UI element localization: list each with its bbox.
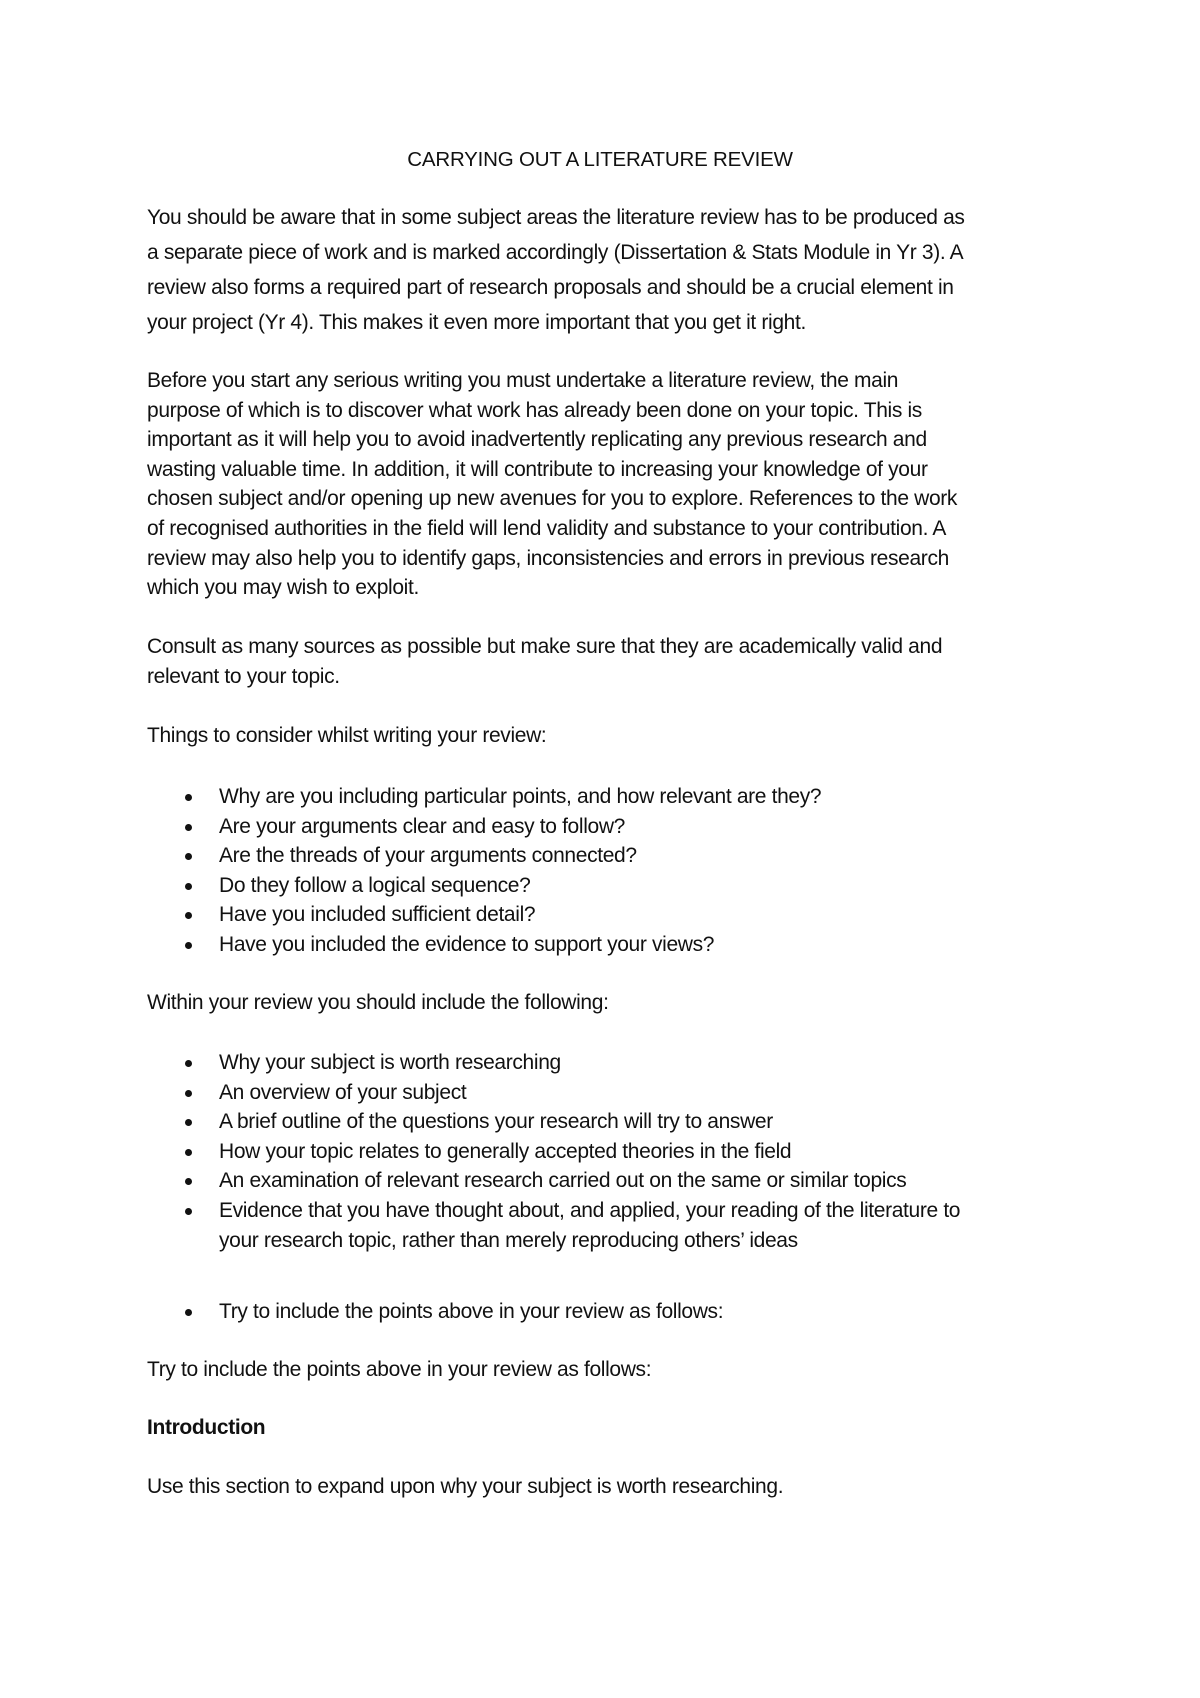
bullet-icon (185, 912, 192, 919)
list-item (147, 782, 1062, 812)
bullet-icon (185, 1208, 192, 1215)
text-line: Consult as many sources as possible but make sure that they are academically valid and (147, 635, 943, 658)
bullet-icon (185, 853, 192, 860)
text-line: You should be aware that in some subject areas the literature review has to be produced as (147, 206, 965, 229)
text-line: wasting valuable time. In addition, it will contribute to increasing your knowledge of your (147, 457, 928, 481)
paragraph-intro (147, 200, 1062, 340)
list-item (147, 812, 1062, 842)
paragraph-things-to-consider: Things to consider whilst writing your review: (147, 724, 547, 747)
list-item-text: An examination of relevant research carried out on the same or similar topics (219, 1169, 907, 1193)
paragraph-include-following: Within your review you should include the following: (147, 991, 609, 1014)
bullet-icon (185, 794, 192, 801)
list-item (147, 1048, 1062, 1078)
bullet-icon (185, 1149, 192, 1156)
list-item-text: An overview of your subject (219, 1080, 467, 1104)
list-item (147, 1107, 1062, 1137)
paragraph-sources (147, 632, 1062, 691)
list-item-text: A brief outline of the questions your research will try to answer (219, 1110, 773, 1134)
text-line: a separate piece of work and is marked accordingly (Dissertation & Stats Module in Yr 3). A (147, 241, 964, 264)
follow-up-list (147, 1297, 1062, 1327)
text-line: review may also help you to identify gaps, inconsistencies and errors in previous research (147, 546, 949, 570)
list-item-text: Are the threads of your arguments connected? (219, 844, 637, 868)
text-line: Before you start any serious writing you must undertake a literature review, the main (147, 369, 899, 392)
text-line: chosen subject and/or opening up new avenues for you to explore. References to the work (147, 487, 958, 511)
text-line: review also forms a required part of research proposals and should be a crucial element in (147, 276, 954, 299)
bullet-icon (185, 1119, 192, 1126)
list-item-text: Try to include the points above in your review as follows: (219, 1300, 724, 1323)
paragraph-include-points: Try to include the points above in your review as follows: (147, 1358, 652, 1381)
list-item (147, 1297, 1062, 1327)
list-item-text: Why your subject is worth researching (219, 1051, 561, 1074)
bullet-icon (185, 883, 192, 890)
bullet-icon (185, 1090, 192, 1097)
bullet-icon (185, 1178, 192, 1185)
list-item-text: Evidence that you have thought about, and applied, your reading of the literature to (219, 1198, 961, 1222)
list-item (147, 1166, 1062, 1196)
list-item-text: Are your arguments clear and easy to follow? (219, 814, 625, 838)
list-item (147, 1078, 1062, 1108)
bullet-icon (185, 824, 192, 831)
text-line: important as it will help you to avoid inadvertently replicating any previous research and (147, 428, 927, 452)
section-heading-introduction: Introduction (147, 1416, 266, 1439)
list-item (147, 1196, 1062, 1255)
list-item (147, 1137, 1062, 1167)
paragraph-introduction-body: Use this section to expand upon why your subject is worth researching. (147, 1475, 784, 1498)
list-item-text: Why are you including particular points, and how relevant are they? (219, 785, 822, 808)
bullet-icon (185, 1060, 192, 1067)
bullet-icon (185, 1309, 192, 1316)
text-line: relevant to your topic. (147, 664, 340, 688)
list-item-text: How your topic relates to generally accepted theories in the field (219, 1139, 792, 1163)
list-item-text: Have you included the evidence to support your views? (219, 932, 715, 956)
text-line: of recognised authorities in the field will lend validity and substance to your contribution. A (147, 516, 947, 540)
text-line: your project (Yr 4). This makes it even more important that you get it right. (147, 311, 806, 334)
considerations-list (147, 782, 1062, 960)
list-item (147, 871, 1062, 901)
document-title: CARRYING OUT A LITERATURE REVIEW (407, 148, 793, 171)
list-item (147, 900, 1062, 930)
list-item-text: your research topic, rather than merely reproducing others’ ideas (219, 1228, 798, 1252)
text-line: which you may wish to exploit. (147, 576, 419, 600)
list-item (147, 930, 1062, 960)
list-item (147, 841, 1062, 871)
bullet-icon (185, 942, 192, 949)
review-contents-list (147, 1048, 1062, 1255)
list-item-text: Do they follow a logical sequence? (219, 873, 531, 897)
text-line: purpose of which is to discover what work has already been done on your topic. This is (147, 398, 922, 422)
paragraph-purpose (147, 366, 1062, 603)
list-item-text: Have you included sufficient detail? (219, 903, 536, 927)
